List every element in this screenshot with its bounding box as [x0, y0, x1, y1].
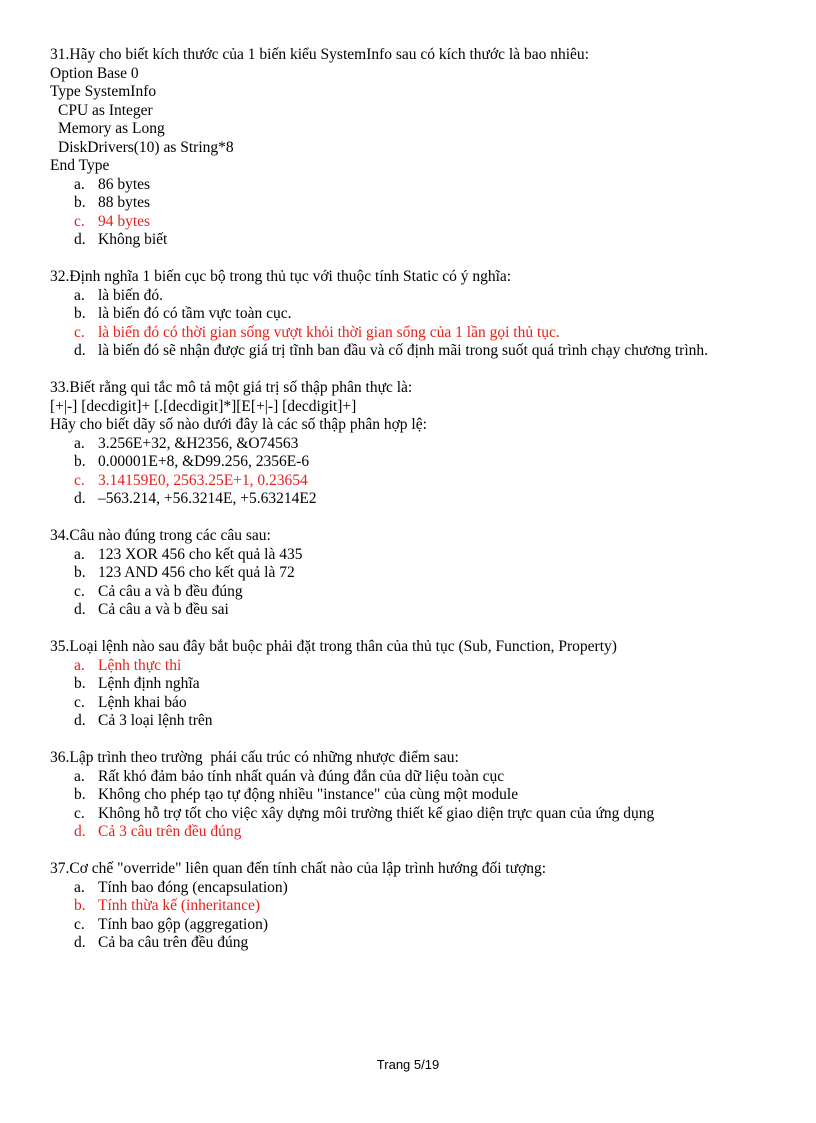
option-letter: a.: [74, 286, 85, 304]
option-b-correct: [50, 897, 780, 916]
option-text: Không biết: [98, 231, 168, 248]
option-letter: c.: [74, 804, 85, 822]
option-letter: c.: [74, 212, 85, 230]
option-letter: b.: [74, 305, 86, 322]
option-a: [50, 879, 780, 898]
option-letter: c.: [74, 693, 85, 711]
option-letter: b.: [74, 786, 86, 803]
option-letter: d.: [74, 601, 86, 618]
option-a: [50, 768, 780, 787]
code-line: Type SystemInfo: [50, 83, 157, 100]
grammar-rule: [+|-] [decdigit]+ [.[decdigit]*][E[+|-] [decdigit]+]: [50, 397, 357, 415]
option-d-correct: [50, 823, 780, 842]
option-b: [50, 786, 780, 805]
option-b: [50, 675, 780, 694]
exam-page: [50, 46, 780, 971]
option-c-correct: [50, 472, 780, 491]
option-letter: c.: [74, 582, 85, 600]
option-text: 3.14159E0, 2563.25E+1, 0.23654: [98, 471, 308, 489]
option-list: [50, 768, 780, 842]
option-d: [50, 712, 780, 731]
option-text: 86 bytes: [98, 175, 151, 193]
option-text: –563.214, +56.3214E, +5.63214E2: [98, 490, 317, 507]
option-text: Tính bao gộp (aggregation): [98, 915, 269, 933]
option-b: [50, 194, 780, 213]
option-text: 3.256E+32, &H2356, &O74563: [98, 434, 299, 452]
option-c: [50, 583, 780, 602]
option-text: Không hỗ trợ tốt cho việc xây dựng môi trường thiết kế giao diện trực quan của ứng dụng: [98, 804, 655, 822]
question-37-stem: 37.Cơ chế "override" liên quan đến tính chất nào của lập trình hướng đối tượng:: [50, 860, 547, 877]
option-text: Lệnh thực thi: [98, 656, 182, 674]
option-letter: a.: [74, 878, 85, 896]
option-list: [50, 176, 780, 250]
option-list: [50, 657, 780, 731]
option-letter: b.: [74, 194, 86, 211]
option-letter: a.: [74, 175, 85, 193]
option-c: [50, 805, 780, 824]
code-line: DiskDrivers(10) as String*8: [58, 138, 234, 156]
option-letter: d.: [74, 934, 86, 951]
option-list: [50, 879, 780, 953]
question-32-stem: 32.Định nghĩa 1 biến cục bộ trong thủ tục với thuộc tính Static có ý nghĩa:: [50, 268, 512, 285]
option-a-correct: [50, 657, 780, 676]
code-line: Memory as Long: [58, 120, 165, 137]
option-a: [50, 435, 780, 454]
option-a: [50, 287, 780, 306]
option-letter: b.: [74, 897, 86, 914]
option-letter: d.: [74, 231, 86, 248]
option-text: Cả 3 câu trên đều đúng: [98, 823, 242, 840]
code-line: CPU as Integer: [58, 101, 153, 119]
option-d: [50, 934, 780, 953]
option-letter: c.: [74, 471, 85, 489]
option-c-correct: [50, 213, 780, 232]
code-line: Option Base 0: [50, 64, 139, 82]
option-b: [50, 305, 780, 324]
option-a: [50, 176, 780, 195]
question-31-stem: 31.Hãy cho biết kích thước của 1 biến kiểu SystemInfo sau có kích thước là bao nhiêu:: [50, 46, 589, 63]
question-33-prompt: Hãy cho biết dãy số nào dưới đây là các số thập phân hợp lệ:: [50, 416, 427, 433]
option-letter: b.: [74, 564, 86, 581]
option-text: là biến đó có thời gian sống vượt khỏi thời gian sống của 1 lần gọi thủ tục.: [98, 323, 560, 341]
option-text: 94 bytes: [98, 212, 151, 230]
option-text: Không cho phép tạo tự động nhiều "instance" của cùng một module: [98, 786, 519, 803]
option-letter: b.: [74, 453, 86, 470]
page-number: Trang 5/19: [376, 1057, 440, 1072]
option-c: [50, 694, 780, 713]
code-line: End Type: [50, 157, 110, 174]
question-33-stem: 33.Biết rằng qui tắc mô tả một giá trị số thập phân thực là:: [50, 379, 413, 396]
option-d: [50, 601, 780, 620]
option-text: Cả 3 loại lệnh trên: [98, 712, 213, 729]
option-text: Tính thừa kế (inheritance): [98, 897, 261, 914]
question-37: [50, 860, 780, 953]
question-35-stem: 35.Loại lệnh nào sau đây bắt buộc phải đặt trong thân của thủ tục (Sub, Function, Property): [50, 638, 617, 655]
option-list: [50, 546, 780, 620]
option-text: 123 XOR 456 cho kết quả là 435: [98, 545, 303, 563]
option-letter: c.: [74, 915, 85, 933]
option-letter: c.: [74, 323, 85, 341]
option-letter: d.: [74, 342, 86, 359]
option-d: [50, 231, 780, 250]
option-text: Tính bao đóng (encapsulation): [98, 878, 288, 896]
option-b: [50, 453, 780, 472]
option-text: 123 AND 456 cho kết quả là 72: [98, 564, 295, 581]
option-list: [50, 287, 780, 361]
option-text: là biến đó.: [98, 286, 163, 304]
option-text: là biến đó sẽ nhận được giá trị tĩnh ban đầu và cố định mãi trong suốt quá trình chạy chương trình.: [98, 342, 709, 359]
question-35: [50, 638, 780, 731]
option-b: [50, 564, 780, 583]
question-36-stem: 36.Lập trình theo trường phái cấu trúc có những nhược điểm sau:: [50, 749, 459, 766]
option-letter: d.: [74, 712, 86, 729]
option-letter: a.: [74, 434, 85, 452]
option-text: Lệnh định nghĩa: [98, 675, 200, 692]
question-33: [50, 379, 780, 509]
option-text: Cả ba câu trên đều đúng: [98, 934, 249, 951]
option-letter: d.: [74, 490, 86, 507]
question-36: [50, 749, 780, 842]
option-text: Lệnh khai báo: [98, 693, 187, 711]
question-32: [50, 268, 780, 361]
option-d: [50, 490, 780, 509]
option-text: Cả câu a và b đều sai: [98, 601, 229, 618]
question-34-stem: 34.Câu nào đúng trong các câu sau:: [50, 527, 271, 544]
option-text: 0.00001E+8, &D99.256, 2356E-6: [98, 453, 310, 470]
option-text: Rất khó đảm bảo tính nhất quán và đúng đắn của dữ liệu toàn cục: [98, 767, 505, 785]
option-letter: a.: [74, 656, 85, 674]
option-text: là biến đó có tầm vực toàn cục.: [98, 305, 292, 322]
option-text: Cả câu a và b đều đúng: [98, 582, 243, 600]
option-a: [50, 546, 780, 565]
option-letter: b.: [74, 675, 86, 692]
option-letter: a.: [74, 545, 85, 563]
question-34: [50, 527, 780, 620]
option-list: [50, 435, 780, 509]
option-letter: a.: [74, 767, 85, 785]
option-text: 88 bytes: [98, 194, 151, 211]
option-c-correct: [50, 324, 780, 343]
option-c: [50, 916, 780, 935]
option-d: [50, 342, 780, 361]
option-letter: d.: [74, 823, 86, 840]
question-31: [50, 46, 780, 250]
